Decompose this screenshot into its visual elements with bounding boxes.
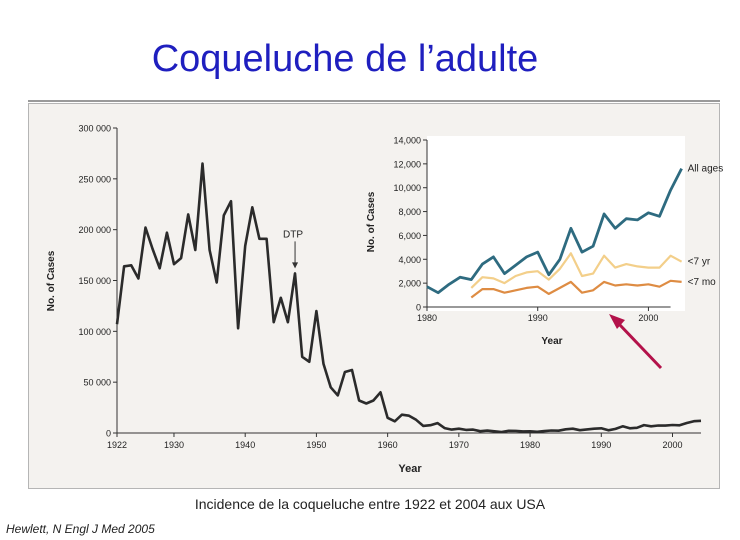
main-x-tick-label: 1922	[106, 440, 128, 450]
inset-y-tick-label: 0	[415, 302, 421, 313]
main-y-tick-label: 250 000	[78, 174, 111, 185]
inset-y-tick-label: 8,000	[398, 207, 421, 218]
citation: Hewlett, N Engl J Med 2005	[6, 522, 155, 536]
inset-series-label: <7 yr	[687, 256, 711, 268]
inset-chart	[366, 136, 723, 348]
dtp-arrow-head	[292, 262, 298, 268]
main-x-tick-label: 1970	[448, 440, 469, 450]
title-divider	[28, 100, 720, 102]
inset-y-tick-label: 4,000	[398, 254, 421, 265]
main-y-tick-label: 200 000	[78, 225, 111, 236]
main-y-tick-label: 300 000	[78, 123, 111, 134]
main-y-tick-label: 0	[105, 428, 111, 439]
inset-x-tick-label: 1990	[527, 313, 548, 323]
inset-y-tick-label: 14,000	[393, 135, 421, 146]
inset-x-tick-label: 1980	[416, 313, 438, 323]
inset-y-tick-label: 2,000	[398, 278, 421, 289]
main-y-tick-label: 150 000	[78, 276, 111, 286]
main-x-tick-label: 1990	[591, 440, 612, 450]
inset-y-tick-label: 6,000	[398, 230, 421, 241]
inset-y-tick-label: 10,000	[393, 183, 421, 194]
main-y-tick-label: 50 000	[83, 377, 111, 388]
main-x-tick-label: 2000	[662, 440, 683, 450]
main-x-tick-label: 1930	[163, 440, 184, 450]
main-x-tick-label: 1950	[306, 440, 327, 450]
dtp-annotation-label: DTP	[283, 229, 304, 241]
main-x-axis-label: Year	[398, 463, 422, 475]
figure-frame	[28, 103, 724, 489]
inset-y-axis-label: No. of Cases	[366, 191, 377, 253]
inset-y-tick-label: 12,000	[393, 159, 421, 170]
slide-title: Coqueluche de l’adulte	[151, 38, 539, 80]
main-x-tick-label: 1960	[377, 440, 398, 450]
inset-x-axis-label: Year	[541, 336, 563, 347]
main-x-tick-label: 1980	[520, 440, 541, 450]
inset-series-label: All ages	[687, 163, 724, 175]
main-y-tick-label: 100 000	[78, 326, 111, 337]
figure-svg	[29, 104, 724, 488]
inset-series-label: <7 mo	[687, 276, 716, 288]
main-x-tick-label: 1940	[235, 440, 256, 450]
figure-caption: Incidence de la coqueluche entre 1922 et 2004 aux USA	[194, 496, 546, 512]
main-y-axis-label: No. of Cases	[46, 250, 57, 312]
inset-x-tick-label: 2000	[638, 313, 659, 323]
